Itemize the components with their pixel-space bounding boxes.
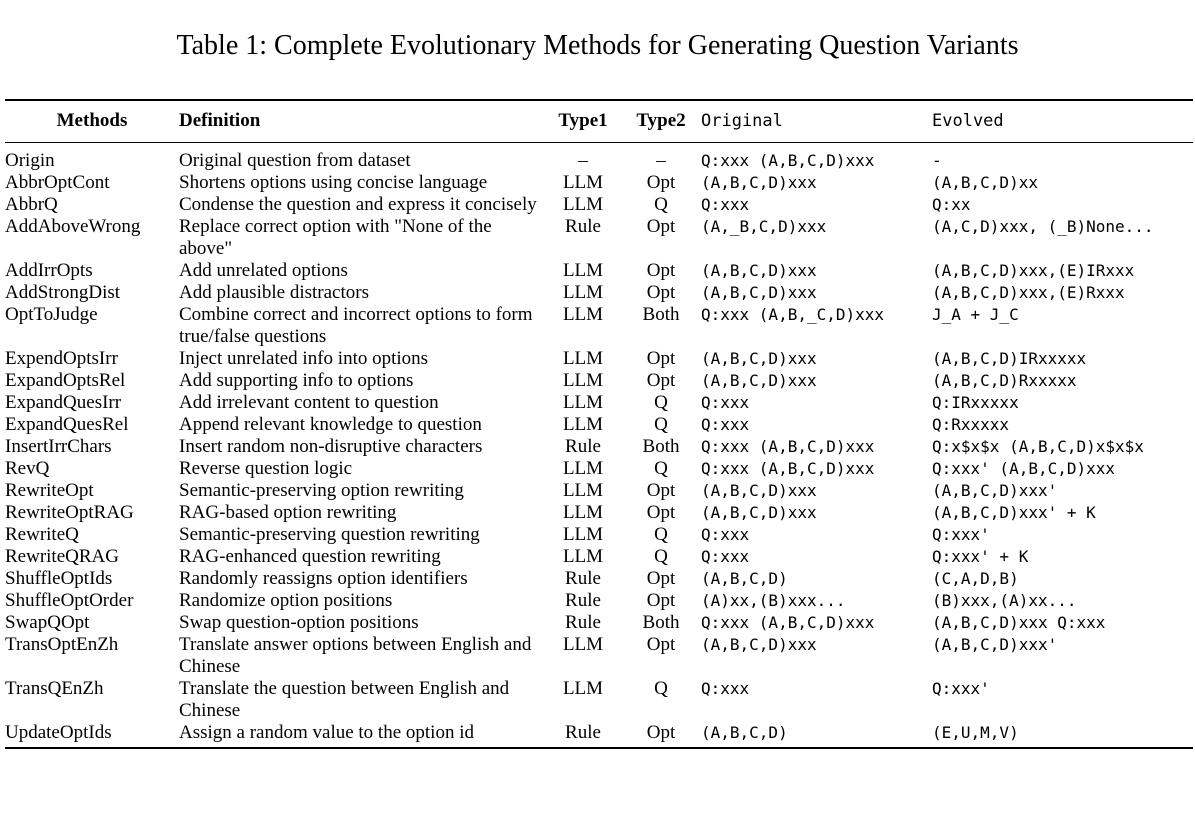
original-cell: (A,_B,C,D)xxx	[701, 217, 827, 236]
definition-cell: Add irrelevant content to question	[179, 392, 439, 413]
table-row	[5, 568, 1193, 590]
table-caption: Table 1: Complete Evolutionary Methods for Generating Question Variants	[176, 30, 1019, 61]
evolved-cell: (E,U,M,V)	[932, 723, 1019, 742]
table-row	[5, 524, 1193, 546]
type1-cell: LLM	[562, 194, 604, 215]
header-evolved: Evolved	[932, 100, 1193, 143]
definition-cell: Reverse question logic	[179, 458, 353, 479]
evolved-cell: (C,A,D,B)	[932, 569, 1019, 588]
evolved-cell: Q:xxx'	[932, 525, 990, 544]
type2-cell: Opt	[646, 502, 676, 523]
method-cell: RewriteQ	[5, 524, 79, 545]
table-row	[5, 304, 1193, 348]
original-cell: Q:xxx	[701, 525, 750, 544]
method-cell: TransQEnZh	[5, 678, 104, 699]
original-cell: (A,B,C,D)xxx	[701, 371, 817, 390]
table-row	[5, 348, 1193, 370]
table-row	[5, 612, 1193, 634]
type1-cell: LLM	[562, 370, 604, 391]
table-row	[5, 502, 1193, 524]
table-body	[5, 143, 1193, 749]
original-cell: (A,B,C,D)	[701, 569, 788, 588]
evolved-cell: (A,B,C,D)xxx,(E)Rxxx	[932, 283, 1125, 302]
original-cell: Q:xxx	[701, 415, 750, 434]
evolved-cell: (A,B,C,D)xxx,(E)IRxxx	[932, 261, 1135, 280]
type2-cell: Opt	[646, 634, 676, 655]
table-row	[5, 172, 1193, 194]
method-cell: OptToJudge	[5, 304, 98, 325]
definition-cell: Add unrelated options	[179, 260, 348, 281]
table-row	[5, 458, 1193, 480]
table-row	[5, 194, 1193, 216]
type2-cell: Both	[642, 304, 680, 325]
definition-cell: Append relevant knowledge to question	[179, 414, 482, 435]
evolved-cell: Q:xx	[932, 195, 971, 214]
method-cell: TransOptEnZh	[5, 634, 119, 655]
table-row	[5, 282, 1193, 304]
method-cell: RewriteOptRAG	[5, 502, 134, 523]
definition-cell: Add supporting info to options	[179, 370, 414, 391]
original-cell: (A,B,C,D)xxx	[701, 349, 817, 368]
evolved-cell: Q:IRxxxxx	[932, 393, 1019, 412]
method-cell: UpdateOptIds	[5, 722, 112, 743]
definition-cell: Assign a random value to the option id	[179, 722, 474, 743]
type1-cell: LLM	[562, 678, 604, 699]
evolved-cell: Q:xxx' (A,B,C,D)xxx	[932, 459, 1116, 478]
method-cell: SwapQOpt	[5, 612, 90, 633]
type2-cell: –	[656, 150, 666, 171]
type1-cell: Rule	[565, 612, 601, 633]
original-cell: Q:xxx	[701, 195, 750, 214]
type1-cell: LLM	[562, 392, 604, 413]
evolved-cell: (A,C,D)xxx, (_B)None...	[932, 217, 1154, 236]
table-row	[5, 590, 1193, 612]
table-row	[5, 722, 1193, 748]
definition-cell: Replace correct option with "None of the above"	[179, 216, 492, 259]
original-cell: Q:xxx (A,B,_C,D)xxx	[701, 305, 885, 324]
table-row	[5, 436, 1193, 458]
header-definition: Definition	[179, 100, 545, 143]
definition-cell: Condense the question and express it concisely	[179, 194, 537, 215]
evolved-cell: (A,B,C,D)xxx Q:xxx	[932, 613, 1106, 632]
method-cell: RewriteQRAG	[5, 546, 119, 567]
evolved-cell: (A,B,C,D)xxx' + K	[932, 503, 1096, 522]
method-cell: AddStrongDist	[5, 282, 121, 303]
type2-cell: Opt	[646, 370, 676, 391]
definition-cell: Semantic-preserving question rewriting	[179, 524, 480, 545]
definition-cell: Translate the question between English and Chinese	[179, 678, 510, 721]
type1-cell: –	[578, 150, 588, 171]
method-cell: RevQ	[5, 458, 50, 479]
table-row	[5, 143, 1193, 173]
type1-cell: LLM	[562, 458, 604, 479]
evolved-cell: Q:x$x$x (A,B,C,D)x$x$x	[932, 437, 1144, 456]
header-row	[5, 100, 1193, 143]
type2-cell: Opt	[646, 216, 676, 237]
original-cell: (A,B,C,D)xxx	[701, 173, 817, 192]
evolved-cell: Q:Rxxxxx	[932, 415, 1010, 434]
type2-cell: Opt	[646, 568, 676, 589]
type1-cell: Rule	[565, 590, 601, 611]
type2-cell: Both	[642, 436, 680, 457]
original-cell: Q:xxx (A,B,C,D)xxx	[701, 459, 875, 478]
table-row	[5, 678, 1193, 722]
type1-cell: LLM	[562, 524, 604, 545]
evolved-cell: Q:xxx'	[932, 679, 990, 698]
original-cell: Q:xxx (A,B,C,D)xxx	[701, 437, 875, 456]
original-cell: (A,B,C,D)	[701, 723, 788, 742]
method-cell: AbbrOptCont	[5, 172, 110, 193]
type2-cell: Q	[654, 524, 668, 545]
table-row	[5, 546, 1193, 568]
definition-cell: Combine correct and incorrect options to form true/false questions	[179, 304, 533, 347]
original-cell: (A)xx,(B)xxx...	[701, 591, 846, 610]
type1-cell: LLM	[562, 546, 604, 567]
method-cell: AddIrrOpts	[5, 260, 93, 281]
type2-cell: Q	[654, 194, 668, 215]
type2-cell: Q	[654, 414, 668, 435]
evolved-cell: J_A + J_C	[932, 305, 1019, 324]
type2-cell: Q	[654, 392, 668, 413]
type2-cell: Opt	[646, 480, 676, 501]
type1-cell: LLM	[562, 282, 604, 303]
type1-cell: Rule	[565, 216, 601, 237]
method-cell: RewriteOpt	[5, 480, 94, 501]
type1-cell: LLM	[562, 348, 604, 369]
type1-cell: LLM	[562, 634, 604, 655]
method-cell: ExpandQuesIrr	[5, 392, 122, 413]
type2-cell: Opt	[646, 260, 676, 281]
definition-cell: Inject unrelated info into options	[179, 348, 429, 369]
evolved-cell: (A,B,C,D)xxx'	[932, 635, 1058, 654]
evolved-cell: (A,B,C,D)xxx'	[932, 481, 1058, 500]
table-row	[5, 634, 1193, 678]
evolved-cell: -	[932, 151, 942, 170]
definition-cell: Original question from dataset	[179, 150, 411, 171]
method-cell: Origin	[5, 150, 55, 171]
table-header	[5, 100, 1193, 143]
type1-cell: LLM	[562, 304, 604, 325]
evolved-cell: (A,B,C,D)Rxxxxx	[932, 371, 1077, 390]
type2-cell: Both	[642, 612, 680, 633]
type2-cell: Opt	[646, 282, 676, 303]
definition-cell: RAG-enhanced question rewriting	[179, 546, 441, 567]
type2-cell: Q	[654, 458, 668, 479]
original-cell: (A,B,C,D)xxx	[701, 283, 817, 302]
table-row	[5, 216, 1193, 260]
type2-cell: Opt	[646, 590, 676, 611]
type1-cell: LLM	[562, 414, 604, 435]
type1-cell: LLM	[562, 502, 604, 523]
method-cell: InsertIrrChars	[5, 436, 112, 457]
table-row	[5, 414, 1193, 436]
method-cell: AbbrQ	[5, 194, 58, 215]
original-cell: (A,B,C,D)xxx	[701, 503, 817, 522]
evolved-cell: (A,B,C,D)IRxxxxx	[932, 349, 1087, 368]
type2-cell: Q	[654, 678, 668, 699]
method-cell: ExpandOptsRel	[5, 370, 126, 391]
original-cell: Q:xxx	[701, 393, 750, 412]
header-type1: Type1	[545, 100, 621, 143]
type1-cell: LLM	[562, 260, 604, 281]
original-cell: (A,B,C,D)xxx	[701, 635, 817, 654]
definition-cell: Semantic-preserving option rewriting	[179, 480, 464, 501]
original-cell: (A,B,C,D)xxx	[701, 261, 817, 280]
definition-cell: Add plausible distractors	[179, 282, 369, 303]
definition-cell: Translate answer options between English and Chinese	[179, 634, 532, 677]
definition-cell: Randomly reassigns option identifiers	[179, 568, 468, 589]
original-cell: Q:xxx	[701, 547, 750, 566]
table-row	[5, 480, 1193, 502]
definition-cell: Insert random non-disruptive characters	[179, 436, 483, 457]
table-row	[5, 370, 1193, 392]
type2-cell: Opt	[646, 722, 676, 743]
type2-cell: Q	[654, 546, 668, 567]
header-methods: Methods	[5, 100, 179, 143]
type2-cell: Opt	[646, 172, 676, 193]
type1-cell: LLM	[562, 172, 604, 193]
header-original: Original	[701, 100, 932, 143]
header-type2: Type2	[621, 100, 701, 143]
method-cell: AddAboveWrong	[5, 216, 141, 237]
type1-cell: LLM	[562, 480, 604, 501]
method-cell: ShuffleOptIds	[5, 568, 113, 589]
table-row	[5, 260, 1193, 282]
type2-cell: Opt	[646, 348, 676, 369]
method-cell: ExpendOptsIrr	[5, 348, 118, 369]
evolved-cell: Q:xxx' + K	[932, 547, 1029, 566]
evolved-cell: (B)xxx,(A)xx...	[932, 591, 1077, 610]
original-cell: Q:xxx (A,B,C,D)xxx	[701, 151, 875, 170]
method-cell: ShuffleOptOrder	[5, 590, 134, 611]
original-cell: (A,B,C,D)xxx	[701, 481, 817, 500]
original-cell: Q:xxx	[701, 679, 750, 698]
definition-cell: Shortens options using concise language	[179, 172, 488, 193]
type1-cell: Rule	[565, 436, 601, 457]
definition-cell: Randomize option positions	[179, 590, 393, 611]
methods-table	[5, 99, 1193, 749]
type1-cell: Rule	[565, 722, 601, 743]
evolved-cell: (A,B,C,D)xx	[932, 173, 1038, 192]
table-row	[5, 392, 1193, 414]
original-cell: Q:xxx (A,B,C,D)xxx	[701, 613, 875, 632]
type1-cell: Rule	[565, 568, 601, 589]
method-cell: ExpandQuesRel	[5, 414, 129, 435]
definition-cell: RAG-based option rewriting	[179, 502, 397, 523]
definition-cell: Swap question-option positions	[179, 612, 419, 633]
